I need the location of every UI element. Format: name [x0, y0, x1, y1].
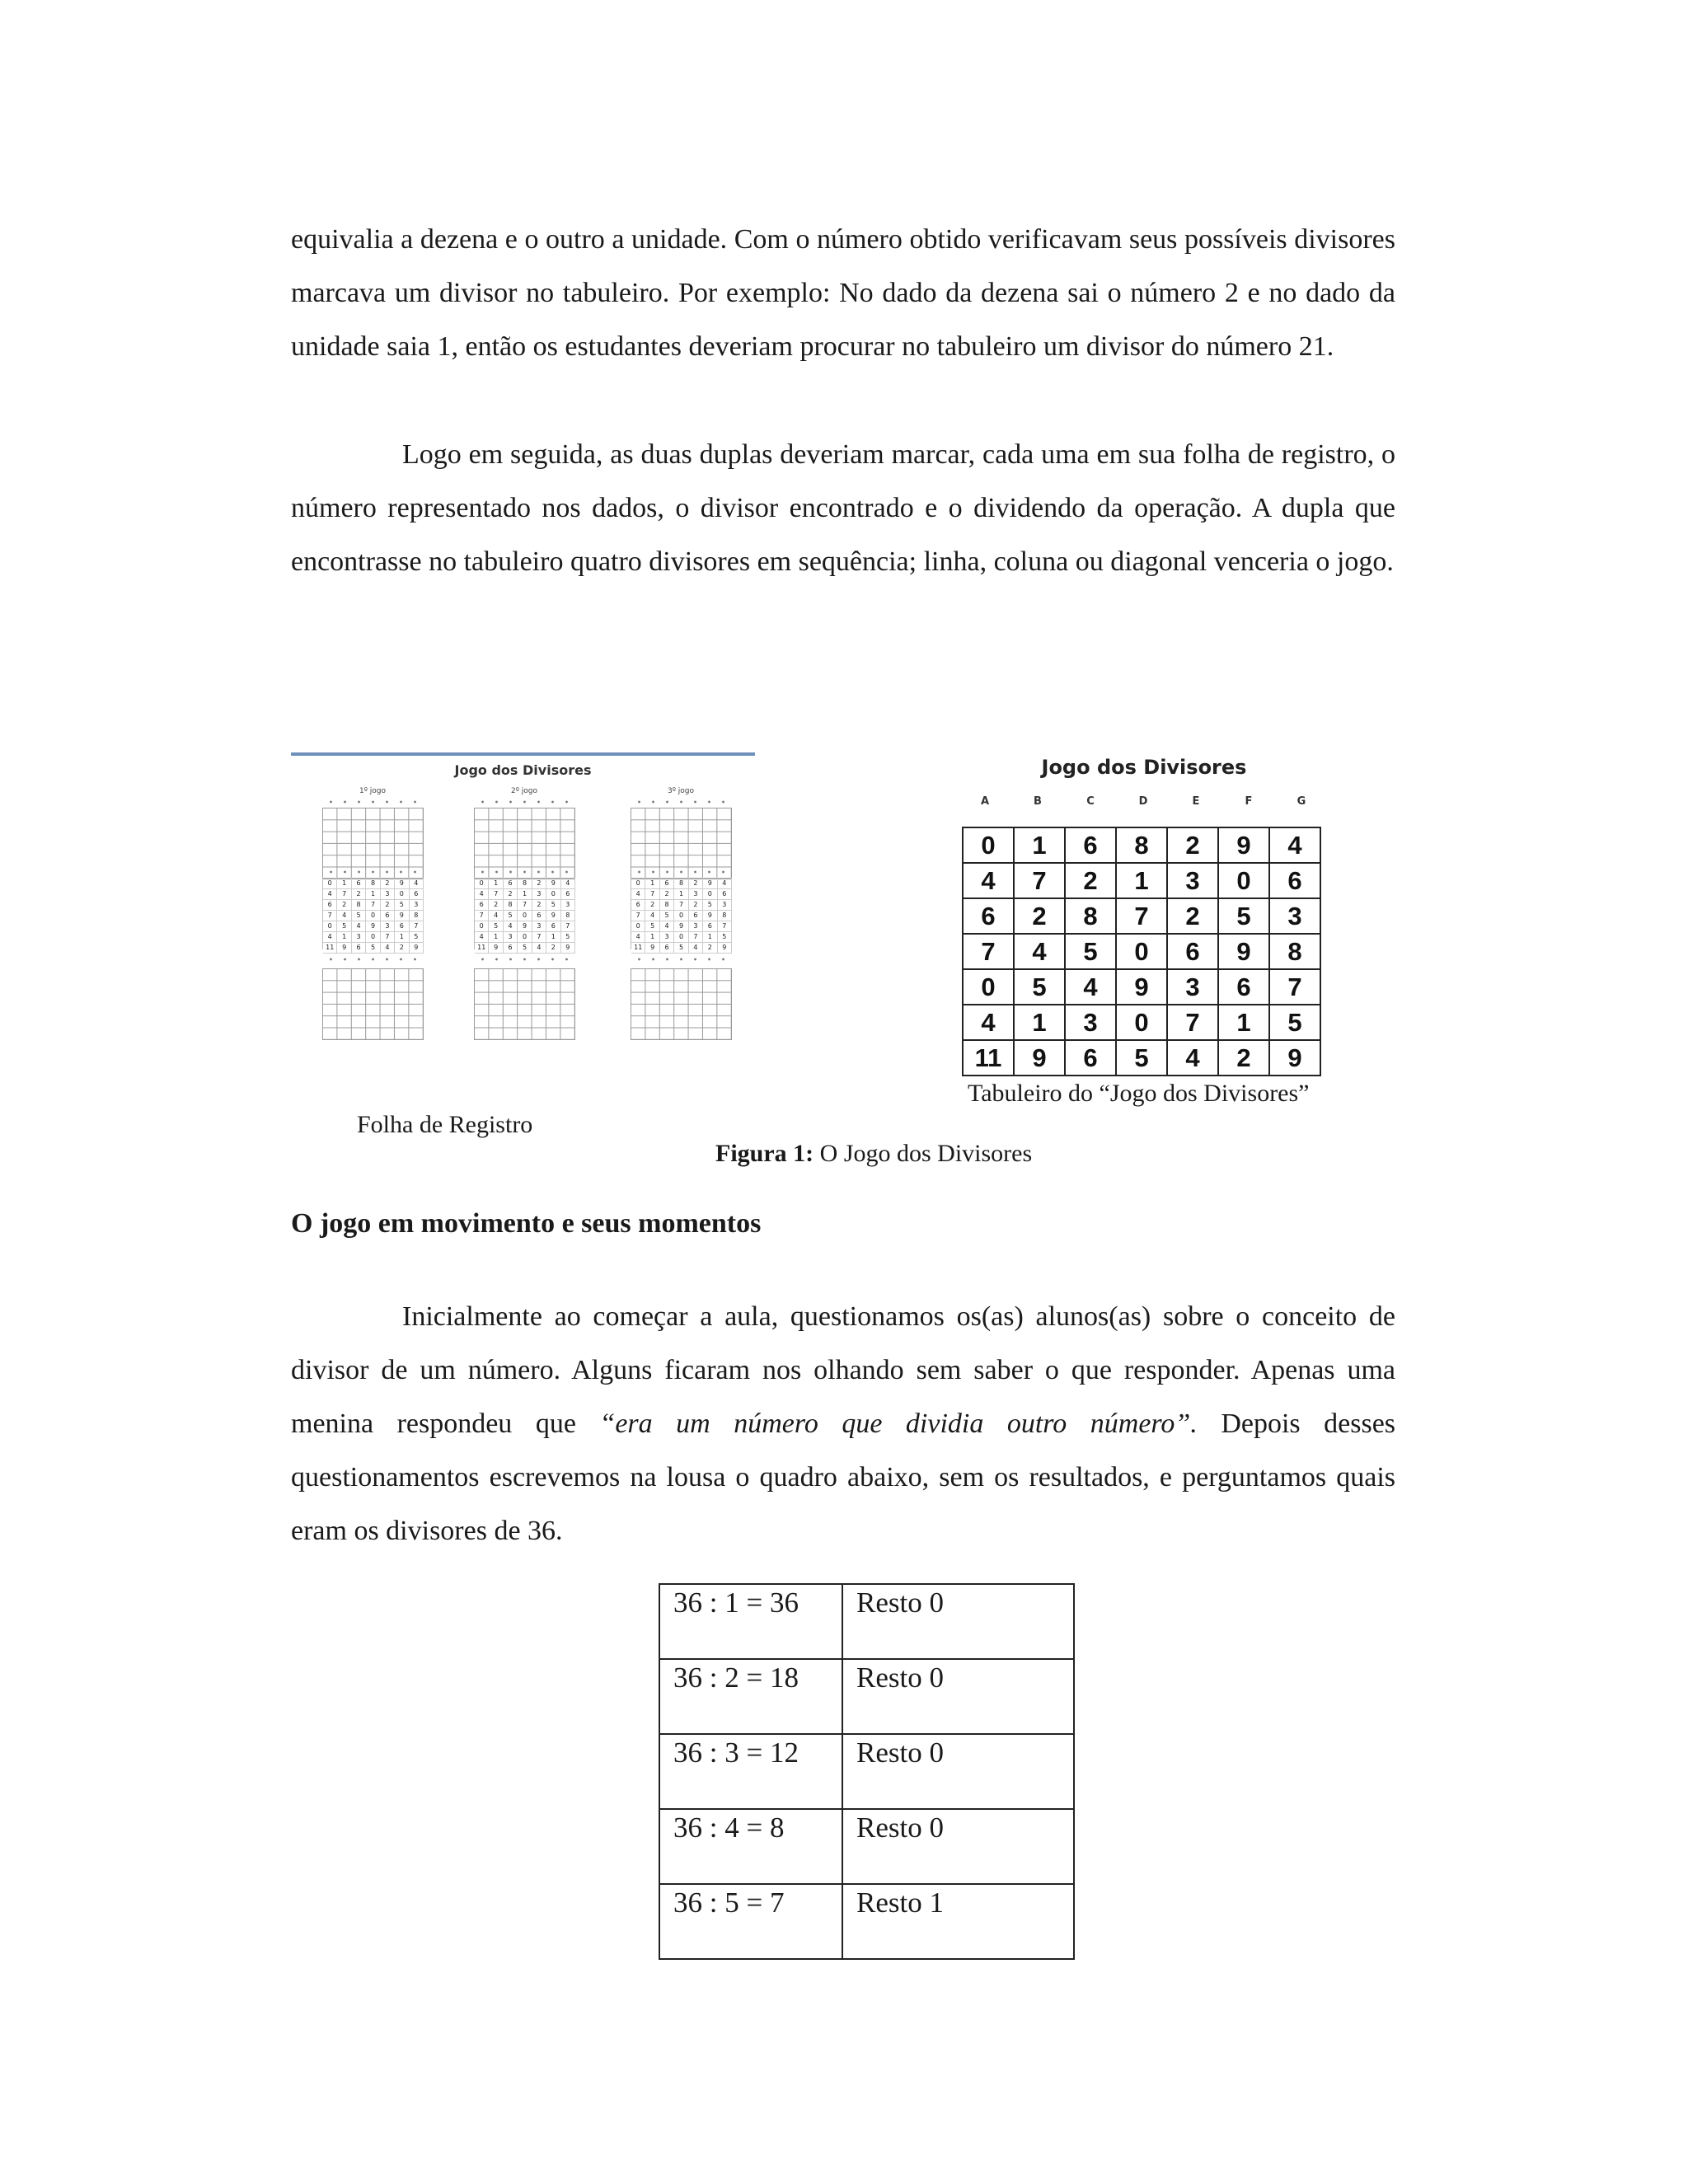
mini-board-cell: 9	[674, 921, 688, 932]
mini-board-cell: 4	[323, 889, 337, 900]
mini-board-cell: 11	[475, 943, 489, 954]
mini-board-cell: 7	[475, 911, 489, 921]
division-cell: 36 : 5 = 7	[659, 1884, 842, 1959]
mini-board-cell: 1	[489, 879, 503, 889]
mini-board-cell: 7	[323, 911, 337, 921]
mini-board-cell: 0	[518, 911, 532, 921]
mini-board-cell: 9	[703, 879, 717, 889]
dots-row	[631, 799, 731, 805]
mini-board-cell: 0	[395, 889, 409, 900]
dots-row	[474, 869, 574, 875]
sheet-game-3	[631, 787, 731, 1092]
board-cell: 3	[1065, 1005, 1116, 1040]
division-cell: 36 : 1 = 36	[659, 1584, 842, 1659]
mini-board-cell: 8	[660, 900, 674, 911]
dots-row	[474, 956, 574, 963]
mini-board-cell: 5	[645, 921, 659, 932]
mini-board-cell: 3	[660, 932, 674, 943]
board-caption: Tabuleiro do “Jogo dos Divisores”	[968, 1080, 1310, 1107]
mini-board-cell: 4	[323, 932, 337, 943]
mini-board-cell: 4	[660, 921, 674, 932]
mini-board-cell: 8	[504, 900, 518, 911]
mini-board-cell: 1	[645, 932, 659, 943]
mini-board-cell: 9	[561, 943, 575, 954]
mini-board-cell: 7	[631, 911, 645, 921]
mini-board	[322, 878, 424, 949]
column-label: C	[1086, 795, 1095, 808]
mini-board-cell: 2	[532, 900, 546, 911]
dots-row	[631, 869, 731, 875]
mini-board-cell: 7	[689, 932, 703, 943]
mini-board-cell: 8	[674, 879, 688, 889]
mini-board-cell: 1	[703, 932, 717, 943]
mini-board-cell: 6	[546, 921, 560, 932]
mini-board-cell: 3	[532, 921, 546, 932]
mini-board-cell: 2	[703, 943, 717, 954]
board-cell: 5	[1065, 934, 1116, 969]
mini-board-cell: 5	[337, 921, 351, 932]
mini-board-cell: 4	[561, 879, 575, 889]
board-cell: 3	[1167, 863, 1218, 898]
mini-board-cell: 7	[366, 900, 380, 911]
dots-row	[322, 956, 423, 963]
mini-board-cell: 6	[660, 879, 674, 889]
mini-board-cell: 5	[395, 900, 409, 911]
mini-board-cell: 0	[631, 879, 645, 889]
mini-board-cell: 4	[689, 943, 703, 954]
mini-board-cell: 3	[532, 889, 546, 900]
mini-board-cell: 7	[561, 921, 575, 932]
dots-row	[631, 956, 731, 963]
remainder-cell: Resto 0	[842, 1659, 1074, 1734]
mini-board-cell: 9	[645, 943, 659, 954]
mini-board-cell: 6	[323, 900, 337, 911]
board-cell: 9	[1218, 827, 1269, 863]
mini-board-cell: 6	[631, 900, 645, 911]
mini-board-cell: 7	[674, 900, 688, 911]
figure-caption-text: O Jogo dos Divisores	[814, 1140, 1033, 1167]
mini-board-cell: 5	[718, 932, 732, 943]
column-label: G	[1296, 795, 1306, 808]
mini-board-cell: 6	[352, 943, 366, 954]
division-cell: 36 : 2 = 18	[659, 1659, 842, 1734]
board-cell: 6	[1269, 863, 1320, 898]
mini-board-cell: 3	[381, 921, 395, 932]
board-cell: 4	[963, 863, 1014, 898]
mini-board-cell: 1	[546, 932, 560, 943]
mini-board-cell: 1	[489, 932, 503, 943]
mini-board-cell: 9	[546, 911, 560, 921]
board-cell: 9	[1218, 934, 1269, 969]
mini-board-cell: 6	[689, 911, 703, 921]
mini-board-cell: 8	[518, 879, 532, 889]
mini-board-cell: 0	[703, 889, 717, 900]
paragraph-3-start: Inicialmente ao começar a aula, questionamos os(as) alunos(as) sobre o conceito de divisor de um número. Alguns ficaram nos olhando sem saber o que responder. Apenas uma menina respondeu que	[291, 1301, 1395, 1439]
board-cell: 9	[1014, 1040, 1065, 1076]
mini-board-cell: 3	[689, 921, 703, 932]
remainder-cell: Resto 0	[842, 1584, 1074, 1659]
board-cell: 9	[1269, 1040, 1320, 1076]
mini-board-cell: 1	[395, 932, 409, 943]
mini-board-cell: 9	[489, 943, 503, 954]
division-table	[659, 1583, 1075, 1960]
mini-board-cell: 2	[660, 889, 674, 900]
mini-board-cell: 4	[631, 932, 645, 943]
mini-board-cell: 2	[489, 900, 503, 911]
board-cell: 4	[1269, 827, 1320, 863]
remainder-cell: Resto 0	[842, 1809, 1074, 1884]
dots-row	[474, 799, 574, 805]
board-cell: 2	[1167, 898, 1218, 934]
board-cell: 11	[963, 1040, 1014, 1076]
board-cell: 6	[1218, 969, 1269, 1005]
mini-board-cell: 6	[504, 943, 518, 954]
board-cell: 4	[1014, 934, 1065, 969]
mini-board-cell: 1	[337, 932, 351, 943]
mini-board-cell: 8	[352, 900, 366, 911]
board-row	[963, 969, 1320, 1005]
mini-board-cell: 4	[352, 921, 366, 932]
board-row	[963, 863, 1320, 898]
section-heading: O jogo em movimento e seus momentos	[291, 1208, 762, 1239]
dots-row	[322, 869, 423, 875]
mini-board-cell: 4	[337, 911, 351, 921]
mini-board-cell: 9	[546, 879, 560, 889]
mini-board-cell: 4	[504, 921, 518, 932]
board-cell: 3	[1167, 969, 1218, 1005]
empty-grid	[322, 968, 424, 1040]
mini-board-cell: 9	[518, 921, 532, 932]
board-cell: 0	[963, 969, 1014, 1005]
mini-board-cell: 3	[689, 889, 703, 900]
mini-board-cell: 3	[504, 932, 518, 943]
board-column-labels	[959, 795, 1329, 808]
mini-board-cell: 0	[323, 879, 337, 889]
game-label: 1º jogo	[359, 787, 387, 795]
table-row	[659, 1659, 1074, 1734]
sheet-title: Jogo dos Divisores	[454, 762, 592, 778]
board-cell: 9	[1116, 969, 1167, 1005]
mini-board-cell: 0	[475, 921, 489, 932]
mini-board-cell: 0	[546, 889, 560, 900]
mini-board-cell: 11	[323, 943, 337, 954]
mini-board-cell: 7	[381, 932, 395, 943]
mini-board-cell: 7	[645, 889, 659, 900]
mini-board-cell: 6	[532, 911, 546, 921]
mini-board-cell: 2	[381, 900, 395, 911]
registration-sheet-image	[291, 752, 755, 1090]
mini-board-cell: 5	[366, 943, 380, 954]
mini-board-cell: 5	[352, 911, 366, 921]
mini-board-cell: 3	[352, 932, 366, 943]
mini-board-cell: 9	[703, 911, 717, 921]
table-row	[659, 1734, 1074, 1809]
dots-row	[322, 799, 423, 805]
board-cell: 2	[1014, 898, 1065, 934]
board-cell: 1	[1014, 827, 1065, 863]
mini-board-cell: 5	[546, 900, 560, 911]
mini-board-cell: 0	[674, 911, 688, 921]
mini-board-cell: 9	[337, 943, 351, 954]
mini-board-cell: 4	[718, 879, 732, 889]
board-cell: 6	[1065, 1040, 1116, 1076]
board-cell: 7	[1269, 969, 1320, 1005]
board-cell: 8	[1116, 827, 1167, 863]
mini-board-cell: 0	[518, 932, 532, 943]
mini-board-cell: 0	[366, 932, 380, 943]
mini-board-cell: 6	[504, 879, 518, 889]
mini-board-cell: 2	[352, 889, 366, 900]
board-cell: 4	[1167, 1040, 1218, 1076]
mini-board-cell: 7	[410, 921, 424, 932]
mini-board-cell: 4	[645, 911, 659, 921]
mini-board-cell: 1	[674, 889, 688, 900]
paragraph-3-end: Depois desses questionamentos escrevemos na lousa o quadro abaixo, sem os resultados, e perguntamos quais eram os divisores de 36.	[291, 1408, 1396, 1546]
mini-board-cell: 5	[674, 943, 688, 954]
figure-label: Figura 1:	[715, 1140, 814, 1167]
mini-board-cell: 2	[546, 943, 560, 954]
game-label: 2º jogo	[510, 787, 538, 795]
mini-board-cell: 7	[489, 889, 503, 900]
division-cell: 36 : 3 = 12	[659, 1734, 842, 1809]
board-cell: 6	[1167, 934, 1218, 969]
game-label: 3º jogo	[667, 787, 695, 795]
sheet-game-1	[322, 787, 423, 1092]
board-cell: 0	[1218, 863, 1269, 898]
board-row	[963, 1005, 1320, 1040]
mini-board-cell: 9	[366, 921, 380, 932]
mini-board-cell: 6	[660, 943, 674, 954]
mini-board-cell: 8	[366, 879, 380, 889]
mini-board-cell: 4	[631, 889, 645, 900]
board-cell: 5	[1269, 1005, 1320, 1040]
mini-board-cell: 6	[561, 889, 575, 900]
mini-board-cell: 6	[718, 889, 732, 900]
mini-board-cell: 8	[718, 911, 732, 921]
mini-board-cell: 0	[323, 921, 337, 932]
sheet-game-2	[474, 787, 574, 1092]
registration-sheet-caption: Folha de Registro	[357, 1111, 533, 1138]
board-cell: 1	[1218, 1005, 1269, 1040]
quote: “era um número que dividia outro número”.	[599, 1408, 1198, 1439]
mini-board-cell: 5	[660, 911, 674, 921]
board-row	[963, 827, 1320, 863]
board-cell: 0	[963, 827, 1014, 863]
mini-board-cell: 2	[504, 889, 518, 900]
empty-grid	[631, 968, 732, 1040]
mini-board-cell: 3	[561, 900, 575, 911]
board-cell: 7	[1116, 898, 1167, 934]
board-cell: 7	[963, 934, 1014, 969]
mini-board-cell: 8	[561, 911, 575, 921]
board-title: Jogo dos Divisores	[1041, 756, 1247, 779]
column-label: E	[1192, 795, 1200, 808]
game-board	[962, 827, 1321, 1076]
mini-board-cell: 2	[337, 900, 351, 911]
mini-board-cell: 6	[352, 879, 366, 889]
mini-board-cell: 4	[381, 943, 395, 954]
board-cell: 8	[1065, 898, 1116, 934]
mini-board-cell: 7	[518, 900, 532, 911]
board-cell: 5	[1116, 1040, 1167, 1076]
mini-board-cell: 5	[518, 943, 532, 954]
mini-board-cell: 5	[703, 900, 717, 911]
board-cell: 0	[1116, 934, 1167, 969]
paragraph-3	[291, 1290, 1395, 1558]
mini-board-cell: 8	[410, 911, 424, 921]
mini-board	[474, 878, 575, 949]
board-row	[963, 1040, 1320, 1076]
column-label: D	[1138, 795, 1148, 808]
mini-board-cell: 6	[475, 900, 489, 911]
mini-board	[631, 878, 732, 949]
mini-board-cell: 2	[645, 900, 659, 911]
mini-board-cell: 2	[395, 943, 409, 954]
table-row	[659, 1809, 1074, 1884]
mini-board-cell: 4	[410, 879, 424, 889]
mini-board-cell: 3	[718, 900, 732, 911]
board-row	[963, 934, 1320, 969]
mini-board-cell: 7	[337, 889, 351, 900]
mini-board-cell: 3	[381, 889, 395, 900]
mini-board-cell: 1	[645, 879, 659, 889]
column-label: A	[980, 795, 990, 808]
mini-board-cell: 5	[561, 932, 575, 943]
mini-board-cell: 9	[718, 943, 732, 954]
mini-board-cell: 0	[674, 932, 688, 943]
paragraph-2: Logo em seguida, as duas duplas deveriam marcar, cada uma em sua folha de registro, o número representado nos dados, o divisor encontrado e o dividendo da operação. A dupla que encontrasse no tabuleiro quatro divisores em sequência; linha, coluna ou diagonal venceria o jogo.	[291, 439, 1395, 577]
board-cell: 0	[1116, 1005, 1167, 1040]
mini-board-cell: 6	[395, 921, 409, 932]
mini-board-cell: 1	[518, 889, 532, 900]
remainder-cell: Resto 0	[842, 1734, 1074, 1809]
board-cell: 5	[1218, 898, 1269, 934]
column-label: B	[1034, 795, 1042, 808]
mini-board-cell: 0	[475, 879, 489, 889]
mini-board-cell: 5	[504, 911, 518, 921]
mini-board-cell: 4	[489, 911, 503, 921]
board-cell: 7	[1167, 1005, 1218, 1040]
mini-board-cell: 2	[532, 879, 546, 889]
table-row	[659, 1584, 1074, 1659]
figure-caption	[715, 1140, 1032, 1168]
sheet-top-line	[291, 752, 755, 756]
board-cell: 2	[1167, 827, 1218, 863]
mini-board-cell: 1	[366, 889, 380, 900]
board-cell: 5	[1014, 969, 1065, 1005]
division-cell: 36 : 4 = 8	[659, 1809, 842, 1884]
remainder-cell: Resto 1	[842, 1884, 1074, 1959]
mini-board-cell: 2	[689, 900, 703, 911]
column-label: F	[1245, 795, 1253, 808]
board-cell: 6	[963, 898, 1014, 934]
paragraph-1: equivalia a dezena e o outro a unidade. Com o número obtido verificavam seus possíveis divisores marcava um divisor no tabuleiro. Por exemplo: No dado da dezena sai o número 2 e no dado da unidade saia 1, então os estudantes deveriam procurar no tabuleiro um divisor do número 21.	[291, 224, 1395, 362]
board-cell: 2	[1218, 1040, 1269, 1076]
board-cell: 7	[1014, 863, 1065, 898]
mini-board-cell: 2	[689, 879, 703, 889]
mini-board-cell: 9	[395, 879, 409, 889]
board-cell: 1	[1014, 1005, 1065, 1040]
mini-board-cell: 6	[410, 889, 424, 900]
mini-board-cell: 9	[395, 911, 409, 921]
mini-board-cell: 2	[381, 879, 395, 889]
mini-board-cell: 0	[366, 911, 380, 921]
board-row	[963, 898, 1320, 934]
empty-grid	[474, 968, 575, 1040]
mini-board-cell: 6	[381, 911, 395, 921]
mini-board-cell: 1	[337, 879, 351, 889]
board-cell: 4	[963, 1005, 1014, 1040]
mini-board-cell: 11	[631, 943, 645, 954]
table-row	[659, 1884, 1074, 1959]
board-cell: 6	[1065, 827, 1116, 863]
mini-board-cell: 4	[532, 943, 546, 954]
mini-board-cell: 4	[475, 889, 489, 900]
mini-board-cell: 7	[532, 932, 546, 943]
mini-board-cell: 3	[410, 900, 424, 911]
mini-board-cell: 7	[718, 921, 732, 932]
mini-board-cell: 9	[410, 943, 424, 954]
mini-board-cell: 0	[631, 921, 645, 932]
board-cell: 2	[1065, 863, 1116, 898]
board-cell: 4	[1065, 969, 1116, 1005]
mini-board-cell: 6	[703, 921, 717, 932]
board-cell: 3	[1269, 898, 1320, 934]
board-cell: 8	[1269, 934, 1320, 969]
mini-board-cell: 5	[410, 932, 424, 943]
mini-board-cell: 4	[475, 932, 489, 943]
mini-board-cell: 5	[489, 921, 503, 932]
board-cell: 1	[1116, 863, 1167, 898]
